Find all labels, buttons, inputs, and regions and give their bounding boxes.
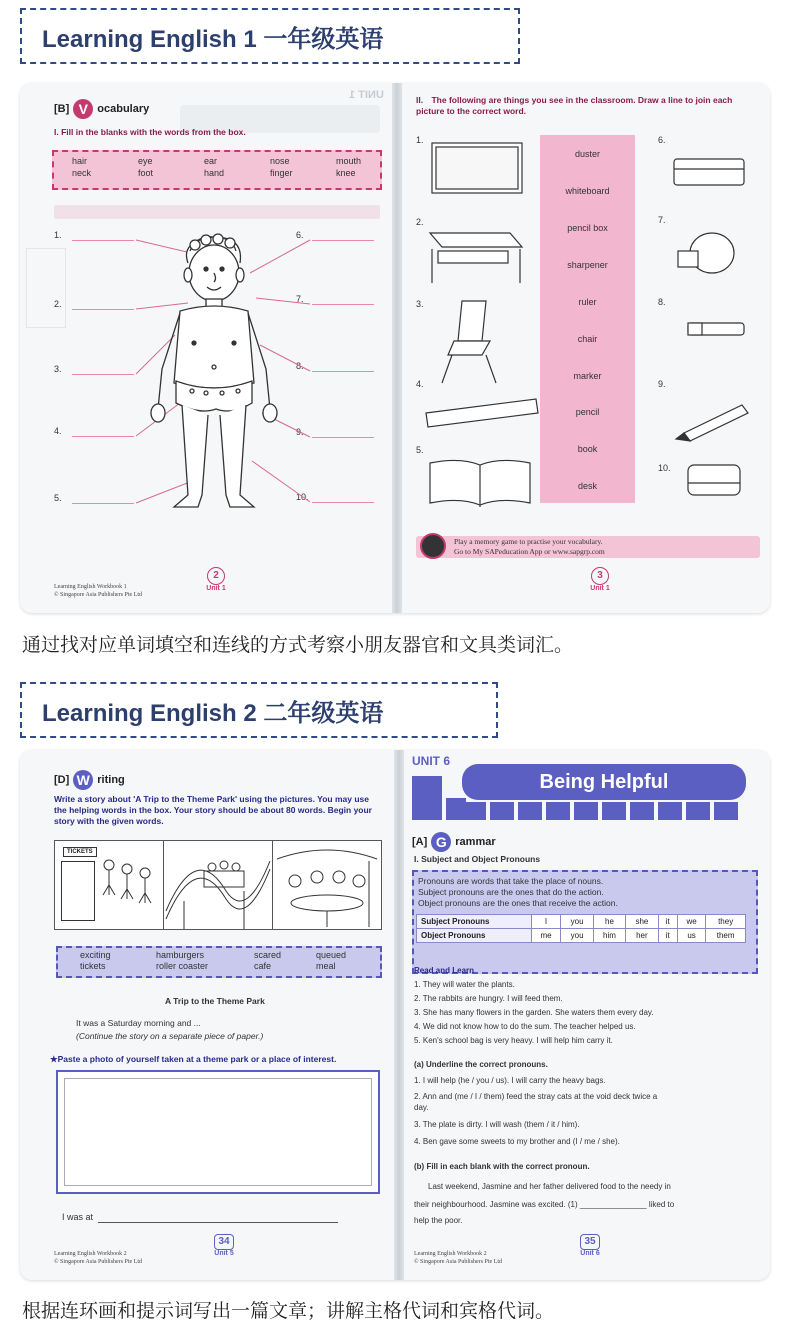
page-number-value: 35 xyxy=(580,1234,600,1250)
helping-word: meal xyxy=(316,961,336,971)
item-number: 9. xyxy=(658,379,666,389)
blank-number: 10. xyxy=(296,492,309,502)
boy-figure-illustration xyxy=(130,231,300,521)
vocabulary-letter-icon: V xyxy=(73,99,93,119)
unit-title: Being Helpful xyxy=(539,771,669,793)
banner-tab xyxy=(630,802,654,820)
subject-cell: it xyxy=(658,915,677,929)
subject-label: Subject Pronouns xyxy=(417,915,532,929)
section-tag: [A] xyxy=(412,836,428,848)
footer-line1: Learning English Workbook 1 xyxy=(54,584,127,590)
page-unit: Unit 1 xyxy=(206,585,226,592)
helping-word: tickets xyxy=(80,961,106,971)
blank-number: 7. xyxy=(296,294,304,304)
helping-word: roller coaster xyxy=(156,961,209,971)
section-tag: [B] xyxy=(54,103,70,115)
object-label: Object Pronouns xyxy=(417,929,532,943)
writing-heading xyxy=(54,770,125,790)
unit-blocks xyxy=(412,776,466,820)
part-a-item: 3. The plate is dirty. I will wash (them / it / him). xyxy=(414,1120,580,1129)
match-word[interactable]: whiteboard xyxy=(565,186,610,196)
item-number: 5. xyxy=(416,445,424,455)
match-word[interactable]: pencil xyxy=(575,407,600,417)
blank-number: 5. xyxy=(54,493,62,503)
example-line: 2. The rabbits are hungry. I will feed them. xyxy=(414,994,563,1003)
footer-line2: © Singapore Asia Publishers Pte Ltd xyxy=(414,1259,503,1265)
part-b-line: help the poor. xyxy=(414,1216,463,1225)
page-unit: Unit 1 xyxy=(590,585,610,592)
part-a-item: 2. Ann and (me / I / them) feed the stray cats at the void deck twice a xyxy=(414,1092,658,1101)
example-line: 5. Ken's school bag is very heavy. I will help him carry it. xyxy=(414,1036,613,1045)
item-number: 3. xyxy=(416,299,424,309)
tickets-sign: TICKETS xyxy=(63,847,97,857)
word-item: hair xyxy=(72,156,88,166)
story-note: (Continue the story on a separate piece of paper.) xyxy=(76,1031,264,1041)
unit-label: UNIT 6 xyxy=(412,754,451,768)
word-item: ear xyxy=(204,156,218,166)
writing-instruction: Write a story about 'A Trip to the Theme Park' using the pictures. You may use the helping words in the box. Your story should be about 80 words. Begin your story with the given words. xyxy=(54,794,372,826)
section-title-1 xyxy=(20,8,520,64)
grammar-word: rammar xyxy=(455,836,496,848)
subject-row xyxy=(417,915,746,929)
word-item: eye xyxy=(138,156,153,166)
item-number: 8. xyxy=(658,297,666,307)
page-number xyxy=(204,1234,244,1257)
vocab-instruction: I. Fill in the blanks with the words from the box. xyxy=(54,127,246,137)
book2-left-page xyxy=(20,750,394,1280)
subject-cell: I xyxy=(531,915,561,929)
banner-tab xyxy=(546,802,570,820)
queue-people-drawing xyxy=(99,855,159,925)
grammar-heading xyxy=(412,832,496,852)
part-b-line: Last weekend, Jasmine and her father delivered food to the needy in xyxy=(428,1182,671,1191)
pronoun-table xyxy=(416,914,746,943)
story-start: It was a Saturday morning and ... xyxy=(76,1018,201,1028)
page-number xyxy=(570,1234,610,1257)
section-title-2 xyxy=(20,682,498,738)
book1-left-page xyxy=(20,83,392,613)
page-number-value: 2 xyxy=(207,567,225,585)
part-a-heading: (a) Underline the correct pronouns. xyxy=(414,1060,548,1069)
object-cell: me xyxy=(531,929,561,943)
banner-tab xyxy=(658,802,682,820)
instruction-text: The following are things you see in the classroom. Draw a line to join each picture to the correct word. xyxy=(416,95,733,116)
page-number xyxy=(580,567,620,592)
part-b-line: their neighbourhood. Jasmine was excited. (1) _______________ liked to xyxy=(414,1200,675,1209)
object-cell: us xyxy=(677,929,705,943)
cafe-meal-drawing xyxy=(273,841,381,929)
book1-right-page xyxy=(402,83,770,613)
match-word[interactable]: duster xyxy=(574,149,600,159)
page-unit: Unit 5 xyxy=(214,1250,234,1257)
book-spread-1 xyxy=(20,83,770,613)
object-cell: them xyxy=(706,929,746,943)
banner-tab xyxy=(602,802,626,820)
subject-cell: we xyxy=(677,915,705,929)
definition-line: Subject pronouns are the ones that do the action. xyxy=(418,887,604,897)
helping-word: hamburgers xyxy=(156,950,205,960)
subject-cell: she xyxy=(626,915,658,929)
word-item: nose xyxy=(270,156,290,166)
page-number-value: 34 xyxy=(214,1234,234,1250)
book1-spine xyxy=(392,83,402,613)
part-b-heading: (b) Fill in each blank with the correct pronoun. xyxy=(414,1162,590,1171)
match-word[interactable]: pencil box xyxy=(567,223,608,233)
helping-word: scared xyxy=(254,950,282,960)
helping-word: exciting xyxy=(80,950,111,960)
banner-tab xyxy=(518,802,542,820)
subject-cell: you xyxy=(561,915,593,929)
comic-strip xyxy=(54,840,382,930)
item-number: 6. xyxy=(658,135,666,145)
match-word[interactable]: sharpener xyxy=(567,260,608,270)
blank-number: 3. xyxy=(54,364,62,374)
blank-number: 4. xyxy=(54,426,62,436)
word-item: neck xyxy=(72,168,92,178)
item-number: 2. xyxy=(416,217,424,227)
comic-panel-1 xyxy=(55,841,164,929)
section-caption-1: 通过找对应单词填空和连线的方式考察小朋友器官和文具类词汇。 xyxy=(22,634,574,656)
app-promo-line1: Play a memory game to practise your vocabulary. xyxy=(454,537,603,546)
match-word[interactable]: book xyxy=(577,444,598,454)
example-line: 1. They will water the plants. xyxy=(414,980,515,989)
i-was-at-blank[interactable] xyxy=(98,1222,338,1223)
match-word[interactable]: chair xyxy=(577,334,598,344)
grammar-subheading: I. Subject and Object Pronouns xyxy=(414,854,541,864)
blank-number: 9. xyxy=(296,427,304,437)
example-line: 3. She has many flowers in the garden. She waters them every day. xyxy=(414,1008,654,1017)
grammar-letter-icon: G xyxy=(431,832,451,852)
footer-credit xyxy=(54,1250,142,1266)
footer-line1: Learning English Workbook 2 xyxy=(414,1251,487,1257)
word-item: mouth xyxy=(336,156,362,166)
roller-coaster-drawing xyxy=(164,841,272,929)
comic-panel-3 xyxy=(273,841,381,929)
object-cell: him xyxy=(593,929,625,943)
banner-tab xyxy=(574,802,598,820)
app-promo-line2[interactable]: Go to My SAPeducation App or www.sapgrp.com xyxy=(454,547,605,556)
classroom-pictures xyxy=(402,83,770,613)
page-number-value: 3 xyxy=(591,567,609,585)
object-cell: you xyxy=(561,929,593,943)
part-a-item: 1. I will help (he / you / us). I will carry the heavy bags. xyxy=(414,1076,606,1085)
blank-number: 6. xyxy=(296,230,304,240)
footer-line1: Learning English Workbook 2 xyxy=(54,1251,127,1257)
example-line: 4. We did not know how to do the sum. The teacher helped us. xyxy=(414,1022,636,1031)
helping-word: queued xyxy=(316,950,347,960)
ghost-illustration xyxy=(26,248,66,328)
instruction-number: II. xyxy=(416,95,424,105)
object-cell: her xyxy=(626,929,658,943)
unit-block xyxy=(412,776,442,820)
item-number: 1. xyxy=(416,135,424,145)
object-cell: it xyxy=(658,929,677,943)
story-title: A Trip to the Theme Park xyxy=(165,996,265,1006)
item-number: 10. xyxy=(658,463,671,473)
blank-number: 8. xyxy=(296,361,304,371)
definition-line: Pronouns are words that take the place of nouns. xyxy=(418,876,604,886)
word-item: knee xyxy=(336,168,356,178)
section-caption-2: 根据连环画和提示词写出一篇文章；讲解主格代词和宾格代词。 xyxy=(22,1300,555,1322)
helping-word: cafe xyxy=(254,961,272,971)
section-title-2-text: Learning English 2 二年级英语 xyxy=(42,699,384,727)
footer-credit xyxy=(414,1250,502,1266)
helping-words-grid xyxy=(80,950,376,971)
object-row xyxy=(417,929,746,943)
word-item: finger xyxy=(270,168,293,178)
i-was-at-label: I was at xyxy=(62,1212,94,1222)
section-tag: [D] xyxy=(54,774,70,786)
writing-letter-icon: W xyxy=(73,770,93,790)
match-word[interactable]: ruler xyxy=(578,297,597,307)
match-word[interactable]: desk xyxy=(577,481,597,491)
part-a-item: day. xyxy=(414,1103,429,1112)
photo-frame-inner xyxy=(64,1078,372,1186)
word-item: hand xyxy=(204,168,225,178)
banner-tab xyxy=(714,802,738,820)
footer-credit xyxy=(54,583,142,599)
vocabulary-word: ocabulary xyxy=(97,103,150,115)
banner-tab xyxy=(490,802,514,820)
subject-cell: he xyxy=(593,915,625,929)
banner-tab xyxy=(462,802,486,820)
footer-line2: © Singapore Asia Publishers Pte Ltd xyxy=(54,592,143,598)
item-number: 4. xyxy=(416,379,424,389)
book-spread-2 xyxy=(20,750,770,1280)
photo-frame[interactable] xyxy=(56,1070,380,1194)
unit-ghost-title: UNIT 1 xyxy=(349,89,384,101)
section-title-1-text: Learning English 1 一年级英语 xyxy=(42,25,384,53)
app-icon xyxy=(420,533,446,559)
read-and-learn-heading: Read and Learn xyxy=(414,966,475,975)
writing-word: riting xyxy=(97,774,125,786)
unit-title-banner xyxy=(462,764,746,800)
book2-spine xyxy=(394,750,404,1280)
page-unit: Unit 6 xyxy=(580,1250,600,1257)
part-a-item: 4. Ben gave some sweets to my brother and (I / me / she). xyxy=(414,1137,620,1146)
blank-number: 2. xyxy=(54,299,62,309)
book2-right-page xyxy=(404,750,770,1280)
banner-tab xyxy=(686,802,710,820)
footer-line2: © Singapore Asia Publishers Pte Ltd xyxy=(54,1259,143,1265)
word-item: foot xyxy=(138,168,154,178)
banner-tabs xyxy=(462,802,738,820)
paste-photo-instruction: ★Paste a photo of yourself taken at a theme park or a place of interest. xyxy=(50,1054,337,1064)
match-word[interactable]: marker xyxy=(573,371,602,381)
definition-line: Object pronouns are the ones that receive the action. xyxy=(418,898,618,908)
comic-panel-2 xyxy=(164,841,273,929)
item-number: 7. xyxy=(658,215,666,225)
ticket-booth xyxy=(61,861,95,921)
blank-number: 1. xyxy=(54,230,62,240)
subject-cell: they xyxy=(706,915,746,929)
page-number xyxy=(196,567,236,592)
